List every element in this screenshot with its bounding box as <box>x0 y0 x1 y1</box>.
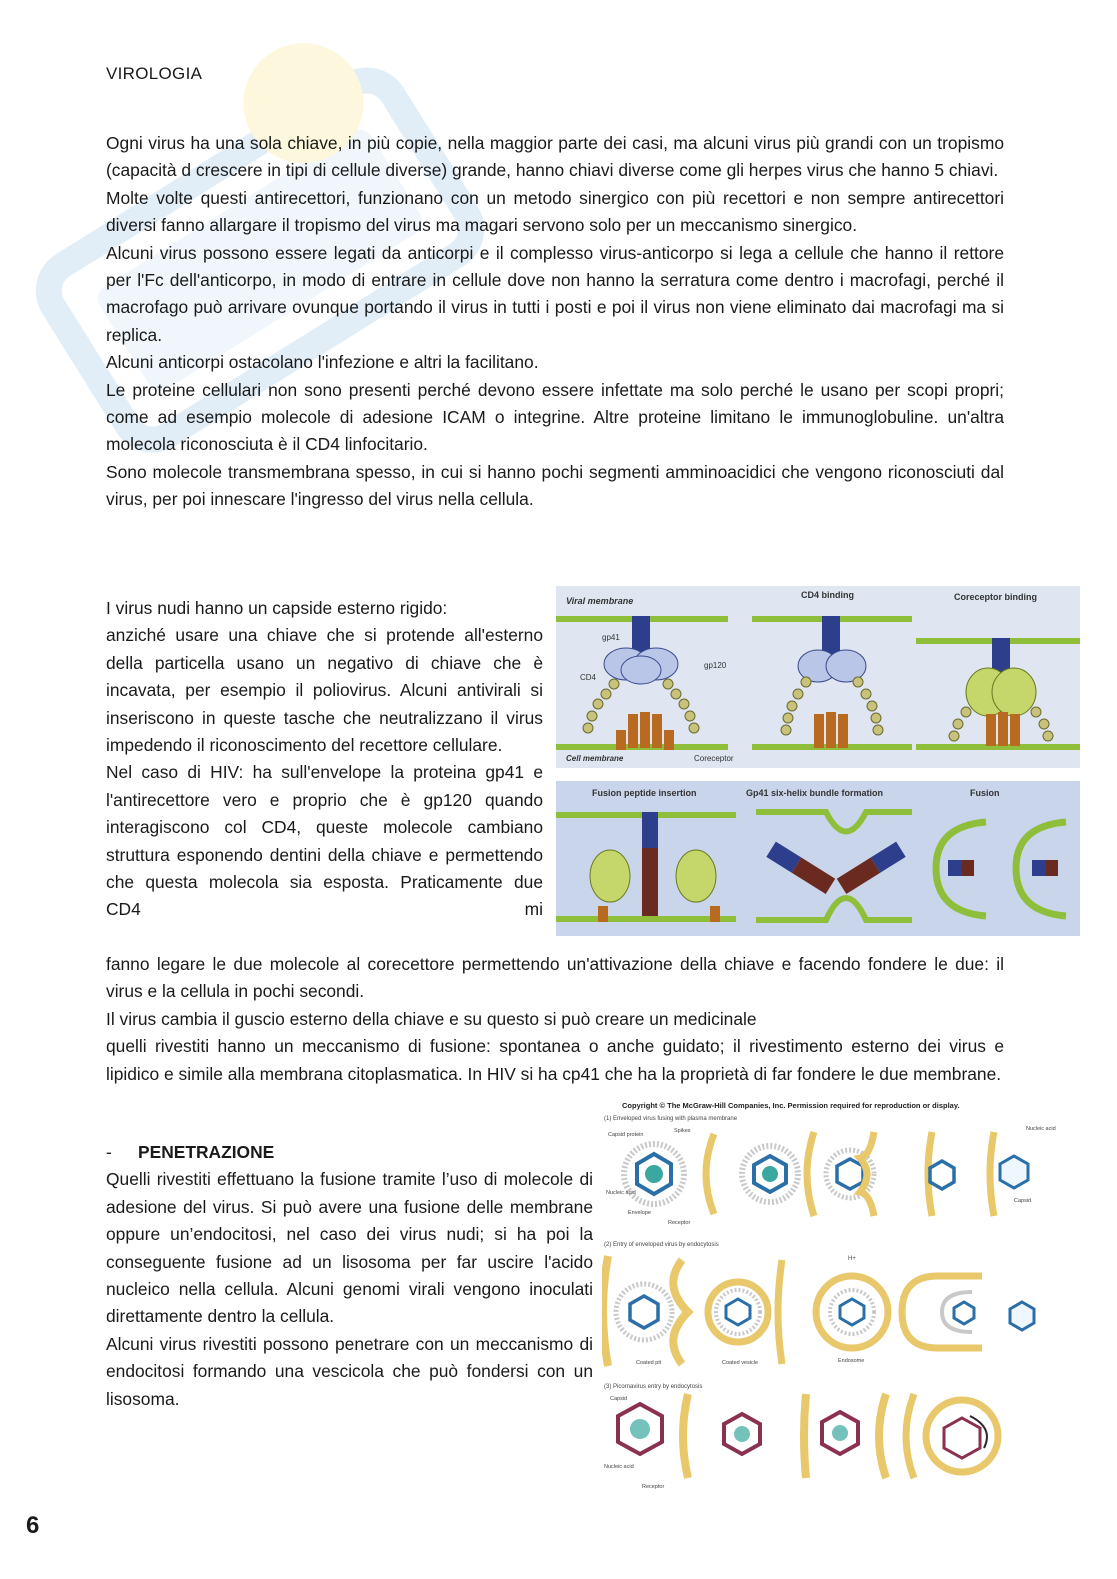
label-coreceptor: Coreceptor <box>694 754 734 763</box>
picornavirus <box>618 1404 662 1454</box>
virus-endosome <box>816 1276 888 1348</box>
gp120-balls <box>966 668 1036 716</box>
page-number: 6 <box>26 1512 40 1539</box>
capsid-released <box>1000 1156 1028 1188</box>
label-cd4: CD4 <box>580 673 597 682</box>
label-spikes: Spikes <box>674 1128 691 1134</box>
paragraph: Il virus cambia il guscio esterno della chiave e su questo si può creare un medicinale <box>106 1008 757 1029</box>
coreceptor <box>814 712 848 748</box>
label-envelope: Envelope <box>628 1210 651 1216</box>
hiv-fusion-figure <box>556 586 1080 936</box>
paragraph: Molte volte questi antirecettori, funzionano con un metodo sinergico con più recettori e non sempre antirecettori diversi fanno allargare il tropismo del virus ma magari servono solo per un meccanismo sinergico. <box>106 187 1004 236</box>
label-six-helix: Gp41 six-helix bundle formation <box>746 788 884 798</box>
virus-coated-vesicle <box>708 1260 782 1364</box>
picornavirus <box>724 1414 760 1454</box>
paragraph: Nel caso di HIV: ha sull'envelope la proteina gp41 e l'antirecettore vero e proprio che è gp120 quando interagiscono col CD4, queste molecole cambiano struttura esponendo dentini della chiave e permettendo che questa molecola sia esposta. Praticamente due CD4 mi <box>106 762 543 920</box>
paragraph: Alcuni anticorpi ostacolano l'infezione e altri la facilitano. <box>106 352 539 373</box>
label-receptor: Receptor <box>642 1484 665 1490</box>
label-cd4-binding: CD4 binding <box>801 590 854 600</box>
paragraph: fanno legare le due molecole al corecettore permettendo un'attivazione della chiave e facendo fondere le due: il virus e la cellula in pochi secondi. <box>106 954 1004 1002</box>
virus-coated-pit <box>616 1260 688 1364</box>
label-gp120: gp120 <box>704 661 727 670</box>
figure-panel-bottom <box>556 781 1080 936</box>
label-fusion-peptide: Fusion peptide insertion <box>592 788 697 798</box>
figure-copyright: Copyright © The McGraw-Hill Companies, Inc. Permission required for reproduction or display. <box>622 1101 960 1110</box>
paragraph: Le proteine cellulari non sono presenti perché devono essere infettate ma solo perché le usano per scopi propri; come ad esempio molecole di adesione ICAM o integrine. Altre proteine limitano le immunoglobuline. un'altra molecola riconosciuta è il CD4 linfocitario. <box>106 379 1004 455</box>
page-header: VIROLOGIA <box>106 64 203 83</box>
endosome-fusion <box>902 1276 982 1348</box>
label-capsid-protein: Capsid protein <box>608 1132 644 1138</box>
virus-fusing <box>826 1132 874 1216</box>
label-receptor: Receptor <box>668 1220 691 1226</box>
paragraph: Sono molecole transmembrana spesso, in cui si hanno pochi segmenti amminoacidici che vengono riconosciuti dal virus, per poi innescare l'ingresso del virus nella cellula. <box>106 461 1004 510</box>
paragraph: Quelli rivestiti effettuano la fusione tramite l’uso di molecole di adesione del virus. Si può avere una fusione delle membrane oppure un’endocitosi, nel caso dei virus nudi; si ha poi la conseguente fusione ad un lisosoma per far uscire l'acido nucleico nella cellula. Alcuni genomi virali vengono inoculati direttamente dentro la cellula. <box>106 1169 593 1327</box>
label-gp41: gp41 <box>602 633 620 642</box>
label-viral-membrane: Viral membrane <box>566 596 634 606</box>
picornavirus <box>822 1412 858 1454</box>
section-heading <box>106 1139 593 1166</box>
label-coreceptor-binding: Coreceptor binding <box>954 592 1037 602</box>
heading-dash: - <box>106 1142 112 1162</box>
left-text-block <box>106 595 543 924</box>
coreceptor <box>986 712 1020 746</box>
paragraph: Ogni virus ha una sola chiave, in più copie, nella maggior parte dei casi, ma alcuni virus più grandi con un tropismo (capacità d crescere in tipi di cellule diverse) grande, hanno chiavi diverse come gli herpes virus che hanno 5 chiavi. <box>106 133 1004 181</box>
row-title-2: (2) Entry of enveloped virus by endocytosis <box>604 1242 719 1248</box>
label-coated-pit: Coated pit <box>636 1360 662 1366</box>
penetration-figure <box>602 1096 1058 1496</box>
top-text-block <box>106 130 1004 514</box>
label-endosome: Endosome <box>838 1358 865 1364</box>
paragraph: I virus nudi hanno un capside esterno rigido: <box>106 598 448 618</box>
capsid-released <box>1010 1302 1034 1330</box>
label-capsid: Capsid <box>1014 1198 1032 1204</box>
label-nucleic-acid-released: Nucleic acid <box>1026 1126 1056 1132</box>
middle-text-block <box>106 951 1004 1088</box>
label-coated-vesicle: Coated vesicle <box>722 1360 759 1366</box>
paragraph: quelli rivestiti hanno un meccanismo di fusione: spontanea o anche guidato; il rivestimento esterno dei virus e lipidico e simile alla membrana citoplasmatica. In HIV si ha cp41 che ha la proprietà di far fondere le due membrane. <box>106 1036 1004 1084</box>
heading-title: PENETRAZIONE <box>138 1142 275 1162</box>
virus-enveloped <box>742 1146 798 1202</box>
label-capsid: Capsid <box>610 1396 628 1402</box>
picornavirus-endosome <box>906 1394 998 1478</box>
label-fusion: Fusion <box>970 788 1000 798</box>
penetration-section <box>106 1139 593 1413</box>
capsid-inside <box>930 1161 954 1189</box>
paragraph: Alcuni virus possono essere legati da anticorpi e il complesso virus-anticorpo si lega a cellule che hanno il rettore per l'Fc dell'anticorpo, in modo di entrare in cellule dove non hanno la serratura come dentro i macrofagi, perché il macrofago può arrivare ovunque portando il virus in tutti i posti e poi il virus non viene eliminato dai macrofagi ma si replica. <box>106 242 1004 345</box>
paragraph: anziché usare una chiave che si protende all'esterno della particella usano un negativo di chiave che è incavata, per esempio il poliovirus. Alcuni antivirali si inseriscono in queste tasche che neutralizzano il virus impedendo il riconoscimento del recettore cellulare. <box>106 625 543 756</box>
paragraph: Alcuni virus rivestiti possono penetrare con un meccanismo di endocitosi formando una vescicola che può fondersi con un lisosoma. <box>106 1333 593 1409</box>
label-nucleic-acid: Nucleic acid <box>604 1464 634 1470</box>
row-title-3: (3) Picornavirus entry by endocytosis <box>604 1384 703 1390</box>
row-title-1: (1) Enveloped virus fusing with plasma membrane <box>604 1116 738 1122</box>
label-cell-membrane: Cell membrane <box>566 754 624 763</box>
label-nucleic-acid: Nucleic acid <box>606 1190 636 1196</box>
label-h-plus: H+ <box>848 1256 856 1262</box>
